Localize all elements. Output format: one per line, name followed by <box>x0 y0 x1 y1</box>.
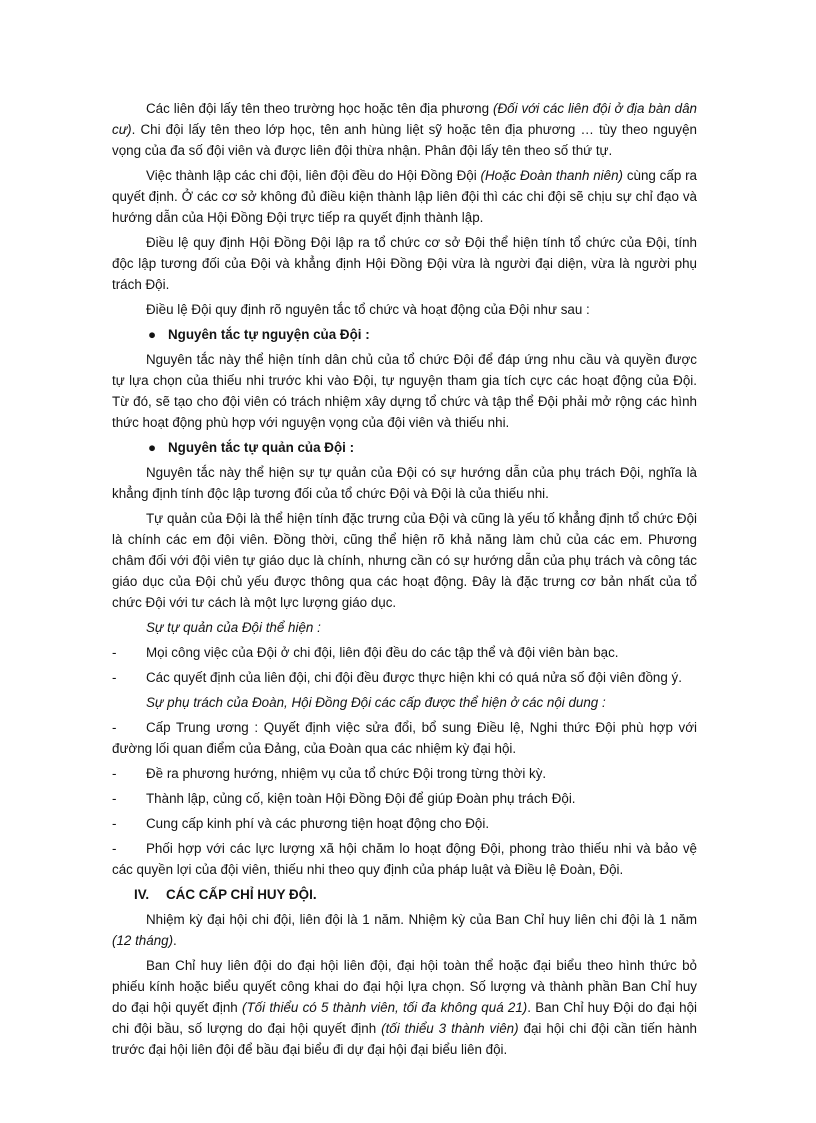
dash-item <box>112 788 697 809</box>
dash-text: Mọi công việc của Đội ở chi đội, liên đội đều do các tập thể và đội viên bàn bạc. <box>146 645 619 660</box>
paragraph <box>112 955 697 1060</box>
dash-icon: - <box>112 766 117 781</box>
dash-item <box>112 667 697 688</box>
text: Nhiệm kỳ đại hội chi đội, liên đội là 1 năm. Nhiệm kỳ của Ban Chỉ huy liên chi đội là 1 năm <box>146 912 697 927</box>
section-heading <box>112 884 697 905</box>
italic-note: (12 tháng) <box>112 933 174 948</box>
text: đại hội chi đội cần tiến hành trước đại hội liên đội để bầu đại biểu đi dự đại hội đại biểu liên đội. <box>112 1021 697 1057</box>
dash-icon: - <box>112 720 117 735</box>
italic-note: (Đối với các liên đội ở địa bàn dân cư) <box>112 101 697 137</box>
bullet-heading <box>112 437 697 458</box>
bullet-icon: ● <box>148 327 157 342</box>
paragraph <box>112 909 697 951</box>
paragraph: Điều lệ Đội quy định rõ nguyên tắc tổ chức và hoạt động của Đội như sau : <box>146 302 590 317</box>
dash-icon: - <box>112 670 117 685</box>
dash-icon: - <box>112 791 117 806</box>
document-page <box>112 98 697 1064</box>
text: . Chi đội lấy tên theo lớp học, tên anh hùng liệt sỹ hoặc tên địa phương … tùy theo nguyện vọng của đa số đội viên và được liên đội thừa nhận. Phân đội lấy tên theo số thứ tự. <box>112 122 697 158</box>
dash-icon: - <box>112 841 117 856</box>
paragraph <box>112 98 697 161</box>
text: . Ban Chỉ huy Đội do đại hội chi đội bầu, số lượng do đại hội quyết định <box>112 1000 698 1036</box>
bullet-icon: ● <box>148 440 157 455</box>
dash-text: Cung cấp kinh phí và các phương tiện hoạt động cho Đội. <box>146 816 490 831</box>
section-title: CÁC CẤP CHỈ HUY ĐỘI. <box>166 887 317 902</box>
text: Ban Chỉ huy liên đội do đại hội liên đội, đại hội toàn thể hoặc đại biểu theo hình thức bỏ phiếu kính hoặc biểu quyết công khai do đại hội lựa chọn. Số lượng và thành phần Ban Chỉ huy do đại hội quyết định <box>112 958 697 1015</box>
bullet-text: Nguyên tắc tự quản của Đội : <box>168 440 355 455</box>
dash-text: Đề ra phương hướng, nhiệm vụ của tổ chức Đội trong từng thời kỳ. <box>146 766 547 781</box>
text: Các liên đội lấy tên theo trường học hoặc tên địa phương <box>146 101 493 116</box>
bullet-heading <box>112 324 697 345</box>
text: Việc thành lập các chi đội, liên đội đều do Hội Đồng Đội <box>146 168 481 183</box>
subheading-italic: Sự phụ trách của Đoàn, Hội Đồng Đội các cấp được thể hiện ở các nội dung : <box>146 695 606 710</box>
paragraph: Nguyên tắc này thể hiện tính dân chủ của tổ chức Đội để đáp ứng nhu cầu và quyền được tự lựa chọn của thiếu nhi trước khi vào Đội, tự nguyện tham gia tích cực các hoạt động của Đội. Từ đó, sẽ tạo cho đội viên có trách nhiệm xây dựng tổ chức và tập thể Đội phải mở rộng các hình thức hoạt động phù hợp với nguyện vọng của đội viên và thiếu nhi. <box>112 352 697 430</box>
dash-item <box>112 717 697 759</box>
bullet-text: Nguyên tắc tự nguyện của Đội : <box>168 327 370 342</box>
paragraph: Điều lệ quy định Hội Đồng Đội lập ra tổ chức cơ sở Đội thể hiện tính tổ chức của Đội, tính độc lập tương đối của Đội và khẳng định Hội Đồng Đội vừa là người đại diện, vừa là người phụ trách Đội. <box>112 235 697 292</box>
section-number: IV. <box>134 887 150 902</box>
dash-item <box>112 838 697 880</box>
dash-text: Các quyết định của liên đội, chi đội đều được thực hiện khi có quá nửa số đội viên đồng ý. <box>146 670 682 685</box>
italic-note: (tối thiểu 3 thành viên) <box>381 1021 519 1036</box>
paragraph <box>112 165 697 228</box>
dash-text: Thành lập, củng cố, kiện toàn Hội Đồng Đội để giúp Đoàn phụ trách Đội. <box>146 791 576 806</box>
italic-note: (Tối thiểu có 5 thành viên, tối đa không quá 21) <box>242 1000 528 1015</box>
dash-icon: - <box>112 816 117 831</box>
text: cùng cấp ra quyết định. Ở các cơ sở không đủ điều kiện thành lập liên đội thì các chi đội sẽ chịu sự chỉ đạo và hướng dẫn của Hội Đồng Đội trực tiếp ra quyết định thành lập. <box>112 168 697 225</box>
italic-note: (Hoặc Đoàn thanh niên) <box>480 168 623 183</box>
text: . <box>173 933 177 948</box>
dash-item <box>112 763 697 784</box>
dash-icon: - <box>112 645 117 660</box>
paragraph: Nguyên tắc này thể hiện sự tự quản của Đội có sự hướng dẫn của phụ trách Đội, nghĩa là khẳng định tính độc lập tương đối của tổ chức Đội và Đội là của thiếu nhi. <box>112 465 697 501</box>
dash-item <box>112 813 697 834</box>
dash-text: Phối hợp với các lực lượng xã hội chăm lo hoạt động Đội, phong trào thiếu nhi và bảo vệ các quyền lợi của đội viên, thiếu nhi theo quy định của pháp luật và Điều lệ Đoàn, Đội. <box>112 841 697 877</box>
dash-text: Cấp Trung ương : Quyết định việc sửa đổi, bổ sung Điều lệ, Nghi thức Đội phù hợp với đường lối quan điểm của Đảng, của Đoàn qua các nhiệm kỳ đại hội. <box>112 720 697 756</box>
paragraph: Tự quản của Đội là thể hiện tính đặc trưng của Đội và cũng là yếu tố khẳng định tổ chức Đội là chính các em đội viên. Đồng thời, cũng thể hiện rõ khả năng làm chủ của các em. Phương châm đối với đội viên tự giáo dục là chính, nhưng cần có sự hướng dẫn của phụ trách và công tác giáo dục của Đội chủ yếu được thông qua các hoạt động. Đây là đặc trưng cơ bản nhất của tổ chức Đội với tư cách là một lực lượng giáo dục. <box>112 511 697 610</box>
subheading-italic: Sự tự quản của Đội thể hiện : <box>146 620 321 635</box>
dash-item <box>112 642 697 663</box>
